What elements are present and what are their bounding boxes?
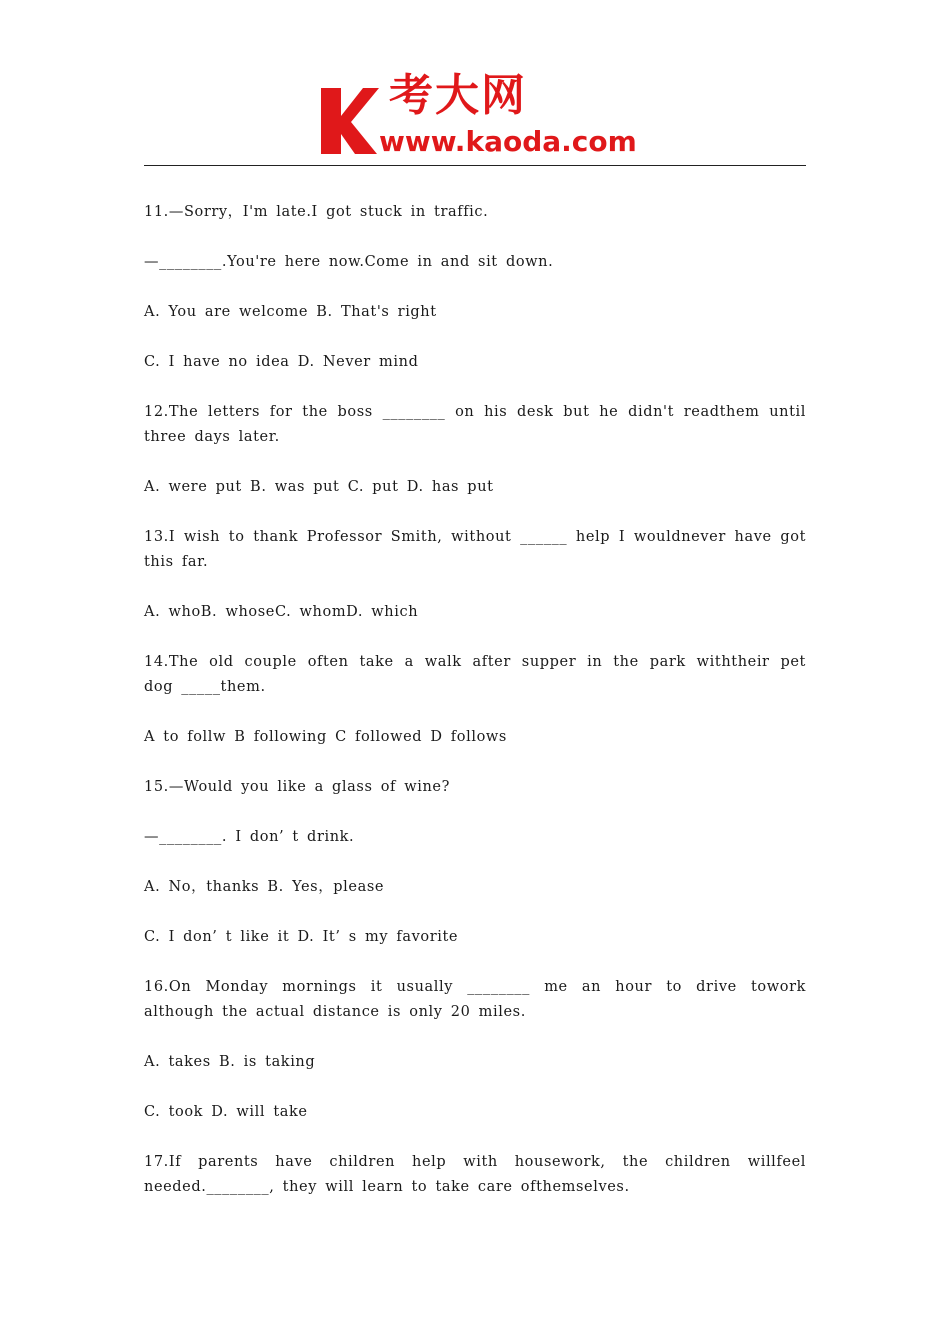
k-logo-icon [319,84,381,154]
q16-prompt: 16.On Monday mornings it usually ________ me an hour to drive towork although the actual distance is only 20 miles. [144,979,815,1020]
header-divider [144,165,806,166]
logo-chinese-text: 考大网 [389,70,527,121]
q11-options-cd: C. I have no idea D. Never mind [144,354,419,370]
q12-prompt: 12.The letters for the boss ________ on his desk but he didn't readthem until three days later. [144,404,815,445]
q15-response: —________. I don’ t drink. [144,829,355,845]
q13-prompt: 13.I wish to thank Professor Smith, without ______ help I wouldnever have got this far. [144,529,815,570]
logo-url-text: www.kaoda.com [379,125,637,158]
q11-options-ab: A. You are welcome B. That's right [144,304,437,320]
q13-options: A. whoB. whoseC. whomD. which [144,604,419,620]
q14-options: A to follw B following C followed D follows [144,729,507,745]
q15-prompt: 15.—Would you like a glass of wine? [144,779,450,795]
q17-prompt: 17.If parents have children help with housework, the children willfeel needed.________, they will learn to take care ofthemselves. [144,1154,815,1195]
q11-prompt: 11.—Sorry，I'm late.I got stuck in traffic. [144,204,489,220]
q15-options-cd: C. I don’ t like it D. It’ s my favorite [144,929,459,945]
page-header [144,70,806,166]
q15-options-ab: A. No，thanks B. Yes，please [144,879,385,895]
q12-options: A. were put B. was put C. put D. has put [144,479,494,495]
q16-options-cd: C. took D. will take [144,1104,308,1120]
q14-prompt: 14.The old couple often take a walk after supper in the park withtheir pet dog _____them. [144,654,815,695]
kaoda-logo [319,70,639,160]
question-content [144,200,815,1225]
q16-options-ab: A. takes B. is taking [144,1054,316,1070]
q11-response: —________.You're here now.Come in and sit down. [144,254,554,270]
